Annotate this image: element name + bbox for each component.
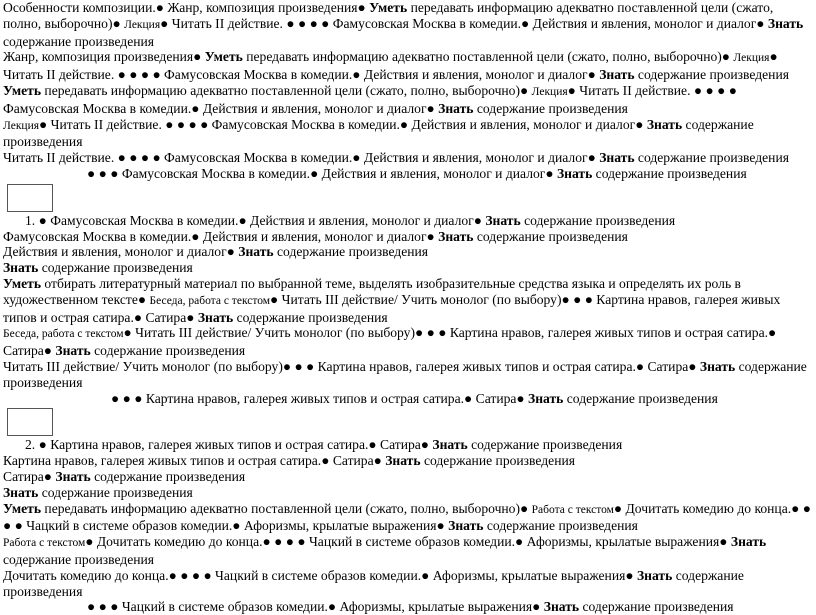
text-line (3, 485, 813, 501)
text-segment: содержание произведения (273, 244, 429, 260)
text-segment: Особенности композиции.● Жанр, композиция произведения● (3, 0, 370, 15)
text-segment: ● ● ● Чацкий в системе образов комедии.● Афоризмы, крылатые выражения● (87, 599, 544, 615)
text-segment: ● Читать II действие. ● ● ● ● Фамусовская Москва в комедии.● Действия и явления, монолог и диалог● (3, 49, 778, 83)
text-line (3, 599, 813, 615)
text-segment: содержание произведения (520, 212, 676, 228)
bold-keyword: Знать (699, 358, 736, 374)
text-segment: передавать информацию адекватно поставленной цели (сжато, полно, выборочно)● (3, 0, 774, 31)
text-segment: ● Читать II действие. ● ● ● ● Фамусовская Москва в комедии.● Действия и явления, монолог и диалог● (160, 15, 768, 31)
text-segment: ● Дочитать комедию до конца.● ● ● ● Чацкий в системе образов комедии.● Афоризмы, крылатые выражения● (3, 500, 811, 534)
table-cell-box (7, 408, 53, 436)
text-line (3, 49, 813, 83)
bold-keyword: Знать (646, 116, 683, 132)
text-segment: передавать информацию адекватно поставленной цели (сжато, полно, выборочно)● (41, 500, 532, 516)
text-line (3, 229, 813, 245)
bold-keyword: Знать (438, 100, 474, 116)
text-segment: содержание произведения (233, 309, 388, 325)
text-segment: передавать информацию адекватно поставленной цели (сжато, полно, выборочно)● (41, 82, 532, 98)
bold-keyword: Знать (528, 390, 564, 406)
text-segment: содержание произведения (3, 116, 754, 150)
text-segment: Картина нравов, галерея живых типов и острая сатира.● Сатира● (3, 453, 386, 469)
text-line (3, 359, 813, 391)
bold-keyword: Знать (238, 244, 274, 260)
text-segment: содержание произведения (3, 33, 155, 49)
text-line (3, 437, 813, 453)
bold-keyword: Знать (556, 165, 593, 181)
bold-keyword: Знать (385, 453, 421, 469)
text-line (3, 325, 813, 359)
text-segment: содержание произведения (483, 518, 638, 534)
text-segment: ● Читать III действие/ Учить монолог (по выбору)● ● ● Картина нравов, галерея живых типов и острая сатира.● Сатира● (3, 325, 777, 359)
text-segment: содержание произведения (467, 437, 623, 453)
text-segment: содержание произведения (473, 100, 628, 116)
text-segment: ● ● ● Фамусовская Москва в комедии.● Действия и явления, монолог и диалог● (87, 165, 557, 181)
text-segment: Работа с текстом (3, 537, 86, 550)
text-line (3, 534, 813, 568)
text-segment: ● Читать II действие. ● ● ● ● Фамусовская Москва в комедии.● Действия и явления, монолог и диалог● (39, 116, 647, 132)
text-line (3, 0, 813, 49)
text-segment: Работа с текстом (531, 503, 614, 516)
text-segment: ● Читать II действие. ● ● ● ● Фамусовская Москва в комедии.● Действия и явления, монолог и диалог● (3, 82, 737, 116)
bold-keyword: Знать (55, 468, 91, 484)
text-line (3, 83, 813, 117)
bold-keyword: Уметь (369, 0, 408, 15)
text-line (3, 453, 813, 469)
text-segment: Беседа, работа с текстом (3, 328, 124, 341)
text-segment: 2. ● Картина нравов, галерея живых типов и острая сатира.● Сатира● (25, 437, 433, 453)
text-segment: содержание произведения (90, 468, 246, 484)
bold-keyword: Знать (767, 15, 804, 31)
text-segment: Лекция (124, 18, 161, 31)
text-line (3, 166, 813, 182)
text-line (3, 391, 813, 407)
text-line (3, 469, 813, 485)
text-segment: Лекция (531, 85, 568, 98)
text-segment: содержание произведения (3, 358, 807, 390)
bold-keyword: Уметь (204, 49, 243, 65)
text-segment: содержание произведения (3, 567, 744, 599)
text-segment: содержание произведения (90, 343, 246, 359)
bold-keyword: Знать (438, 228, 474, 244)
text-segment: содержание произведения (473, 228, 628, 244)
text-segment: содержание произведения (634, 67, 789, 83)
text-segment: передавать информацию адекватно поставленной цели (сжато, полно, выборочно)● (242, 49, 734, 65)
text-line (3, 244, 813, 260)
bold-keyword: Знать (599, 67, 635, 83)
text-segment: содержание произведения (563, 390, 718, 406)
bold-keyword: Знать (730, 534, 767, 550)
text-line (3, 150, 813, 166)
text-segment: Действия и явления, монолог и диалог● (3, 244, 239, 260)
bold-keyword: Знать (599, 150, 635, 166)
text-segment: Читать III действие/ Учить монолог (по выбору)● ● ● Картина нравов, галерея живых типов и острая сатира.● Сатира● (3, 358, 700, 374)
bold-keyword: Уметь (3, 275, 42, 291)
text-segment: отбирать литературный материал по выбранной теме, выделять изобразительные средства языка и определять их роль в художественном тексте● (3, 275, 741, 307)
text-line (3, 260, 813, 276)
text-line (3, 568, 813, 600)
text-line (3, 117, 813, 151)
text-segment: Дочитать комедию до конца.● ● ● ● Чацкий в системе образов комедии.● Афоризмы, крылатые выражения● (3, 567, 637, 583)
bold-keyword: Знать (432, 437, 468, 453)
bold-keyword: Уметь (3, 500, 42, 516)
text-segment: содержание произведения (38, 260, 193, 276)
text-segment: ● ● ● Картина нравов, галерея живых типов и острая сатира.● Сатира● (111, 390, 529, 406)
text-segment: Жанр, композиция произведения● (3, 49, 205, 65)
text-segment: содержание произведения (634, 150, 789, 166)
text-segment: Лекция (3, 119, 40, 132)
text-segment: содержание произведения (579, 599, 734, 615)
text-segment: Лекция (733, 52, 770, 65)
bold-keyword: Знать (448, 518, 484, 534)
text-segment: Читать II действие. ● ● ● ● Фамусовская Москва в комедии.● Действия и явления, монолог и диалог● (3, 150, 600, 166)
text-segment: ● Читать III действие/ Учить монолог (по выбору)● ● ● Картина нравов, галерея живых типов и острая сатира.● Сатира● (3, 291, 781, 325)
text-line (3, 213, 813, 229)
bold-keyword: Знать (3, 260, 39, 276)
text-line (3, 501, 813, 535)
text-segment: Беседа, работа с текстом (149, 294, 271, 307)
bold-keyword: Знать (3, 484, 39, 500)
text-segment: 1. ● Фамусовская Москва в комедии.● Действия и явления, монолог и диалог● (25, 212, 486, 228)
bold-keyword: Знать (485, 212, 521, 228)
bold-keyword: Знать (636, 567, 673, 583)
text-line (3, 276, 813, 325)
bold-keyword: Уметь (3, 82, 42, 98)
bold-keyword: Знать (197, 309, 234, 325)
text-segment: Фамусовская Москва в комедии.● Действия и явления, монолог и диалог● (3, 228, 439, 244)
text-segment: Сатира● (3, 468, 56, 484)
text-segment: содержание произведения (3, 551, 155, 567)
table-cell-box (7, 184, 53, 212)
bold-keyword: Знать (55, 343, 91, 359)
text-segment: содержание произведения (420, 453, 575, 469)
bold-keyword: Знать (543, 599, 580, 615)
text-segment: содержание произведения (38, 484, 193, 500)
text-segment: содержание произведения (592, 165, 747, 181)
text-segment: ● Дочитать комедию до конца.● ● ● ● Чацкий в системе образов комедии.● Афоризмы, крылатые выражения● (85, 534, 731, 550)
